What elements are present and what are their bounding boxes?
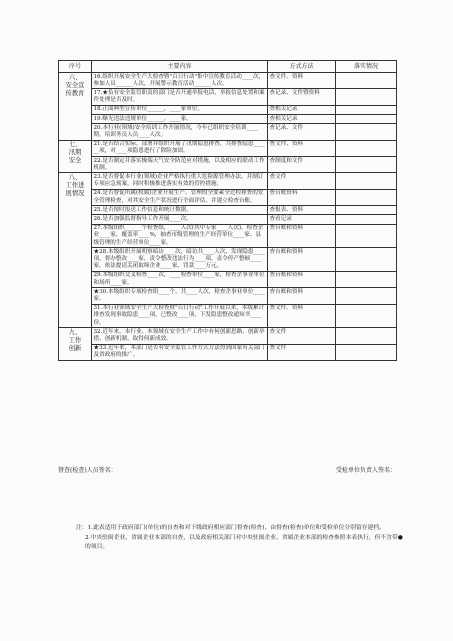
item-method: 查看记录	[268, 215, 336, 224]
item-method: 查台账和资料	[268, 224, 336, 248]
table-row	[59, 304, 397, 328]
item-method: 查文件	[268, 344, 336, 360]
table-row	[59, 344, 397, 360]
section-label: 九、 工作 创新	[59, 328, 92, 361]
item-status-cell[interactable]	[336, 206, 397, 215]
item-content: 25.是否按时报送工作信息和统计数据。	[92, 206, 268, 215]
table-row	[59, 73, 397, 89]
item-content: 31.本行业领域安全生产大检查暨"百日行动"工作开展以来，本级累计排查发现事故隐患____项，已整改____项，下发隐患整改通知书____份。	[92, 304, 268, 328]
table-row	[59, 206, 397, 215]
item-status-cell[interactable]	[336, 105, 397, 114]
responsible-signature-label: 受检单位负责人签名：	[335, 467, 396, 474]
section-label: 六、 安全宣 传教育	[59, 73, 92, 141]
item-method: 查制度和文件	[268, 157, 336, 173]
signature-row	[58, 465, 396, 474]
item-method: 查记录、文件	[268, 124, 336, 140]
item-method: 查记录、文件暨资料	[268, 89, 336, 105]
inspection-checklist-table	[58, 60, 397, 361]
table-row	[59, 124, 397, 140]
item-status-cell[interactable]	[336, 224, 397, 248]
item-content: 29.本级组织交叉检查____次，____检查单位____家，检查企事业单位和场所____家。	[92, 271, 268, 287]
item-status-cell[interactable]	[336, 89, 397, 105]
notes-section	[76, 524, 406, 553]
item-content: 26.是否加强监督指导工作开展____次。	[92, 215, 268, 224]
table-row	[59, 271, 397, 287]
table-row	[59, 89, 397, 105]
item-method: 查台账资料	[268, 189, 336, 205]
item-status-cell[interactable]	[336, 328, 397, 344]
item-content: 27.本级组织______个检查组，____人次(其中专家____人次)，检查企业____家，覆盖率____%，抽查市级管理的生产经营单位____家、县级管理的生产经营单位____家。	[92, 224, 268, 248]
table-body	[59, 73, 397, 361]
item-content: 17.★负有安全监管职责的部门是否开通举报电话，举报信息处置和案件处理是否及时。	[92, 89, 268, 105]
table-row	[59, 215, 397, 224]
item-status-cell[interactable]	[336, 248, 397, 272]
table-row	[59, 224, 397, 248]
item-content: 19.曝光违法违规单位______，____家。	[92, 115, 268, 124]
item-method: 查台账和资料	[268, 288, 336, 304]
table-row	[59, 157, 397, 173]
table-row	[59, 105, 397, 114]
item-content: ★30.本级组织专项检查组____个，共____人次，检查企事业单位____家。	[92, 288, 268, 304]
header-status: 落实情况	[336, 61, 397, 73]
item-method: 查相关记录	[268, 105, 336, 114]
note-2: 2.中央驻闽企业、省属企业本部的自查，以及政府相关部门对中央驻闽企业、省属企业本部的检查参照本表执行，但不含带●的项目。	[85, 535, 403, 550]
table-row	[59, 115, 397, 124]
item-status-cell[interactable]	[336, 124, 397, 140]
header-method: 方式方法	[268, 61, 336, 73]
item-status-cell[interactable]	[336, 288, 397, 304]
item-status-cell[interactable]	[336, 140, 397, 156]
item-content: 18.正面典型宣传单位______，____家单位。	[92, 105, 268, 114]
item-content: 24.是否督促所属(权属)企业开展生产、管理的全要素全过程排查的安全管理检查，对其安全生产状况进行全面评估，并建立检查台账。	[92, 189, 268, 205]
header-content: 主要内容	[92, 61, 268, 73]
item-content: 16.组织开展安全生产大检查暨"百日行动"集中宣传教育活动____次，参加人员______人次，开展警示教育活动______人次。	[92, 73, 268, 89]
table-row	[59, 140, 397, 156]
item-status-cell[interactable]	[336, 173, 397, 189]
table-row	[59, 248, 397, 272]
item-method: 查报表、资料	[268, 206, 336, 215]
item-status-cell[interactable]	[336, 189, 397, 205]
item-content: 21.是否结合实际，部署并组织开展了汛期隐患排查，共排查隐患______项，对____项隐患进行了除险加固。	[92, 140, 268, 156]
item-method: 查文件、资料	[268, 140, 336, 156]
table-row	[59, 189, 397, 205]
table-row	[59, 173, 397, 189]
item-status-cell[interactable]	[336, 304, 397, 328]
item-method: 查文件	[268, 173, 336, 189]
item-content: 22.是否制定并落实极端天气安全防范应对措施，以及相应的联动工作机制。	[92, 157, 268, 173]
item-method: 查台账和资料	[268, 248, 336, 272]
inspector-signature-label: 督查(检查)人员签名：	[58, 467, 117, 474]
item-status-cell[interactable]	[336, 215, 397, 224]
item-method: 查相关记录	[268, 115, 336, 124]
section-label: 八、 工作进 展情况	[59, 173, 92, 328]
table-row	[59, 328, 397, 344]
table-header-row	[59, 61, 397, 73]
item-status-cell[interactable]	[336, 157, 397, 173]
table-row	[59, 288, 397, 304]
item-method: 查台账和资料	[268, 271, 336, 287]
item-content: ★33.近年来，本部门是否有安全监管工作方式方法得到国家有关部门及省政府的推广。	[92, 344, 268, 360]
section-label: 七、 汛期 安全	[59, 140, 92, 173]
item-status-cell[interactable]	[336, 115, 397, 124]
item-status-cell[interactable]	[336, 73, 397, 89]
item-status-cell[interactable]	[336, 271, 397, 287]
item-content: ★28.本级组织开展明察暗访____次，暗访共____人次，发现隐患____项，督办整改____家，责令整改违法行为____项，责令停产整顿____家，依法提请关闭取缔企业____家，罚款____万元。	[92, 248, 268, 272]
item-method: 查文件	[268, 328, 336, 344]
item-method: 查文件、资料	[268, 304, 336, 328]
item-content: 20.本行业(领域)安全培训工作开展情况，今年已组织安全培训____期，培训务员人员____人次。	[92, 124, 268, 140]
item-status-cell[interactable]	[336, 344, 397, 360]
note-1: 注：1.此表适用于政府部门(单位)的自查和对下级政府相应部门督查(检查)，由督查(检查)单位和受检单位分别留存建档。	[76, 525, 385, 531]
header-seq: 序号	[59, 61, 92, 73]
item-method: 查文件、资料	[268, 73, 336, 89]
item-content: 23.是否督促本行业(领域)企业严格执行重大危险源管理办法，并制订专项应急预案，同时积极推进落实有效的管控措施。	[92, 173, 268, 189]
item-content: 32.近年来，本行业、本领域在安全生产工作中有何创新思路、创新举措、创新机制，取得何新成效。	[92, 328, 268, 344]
